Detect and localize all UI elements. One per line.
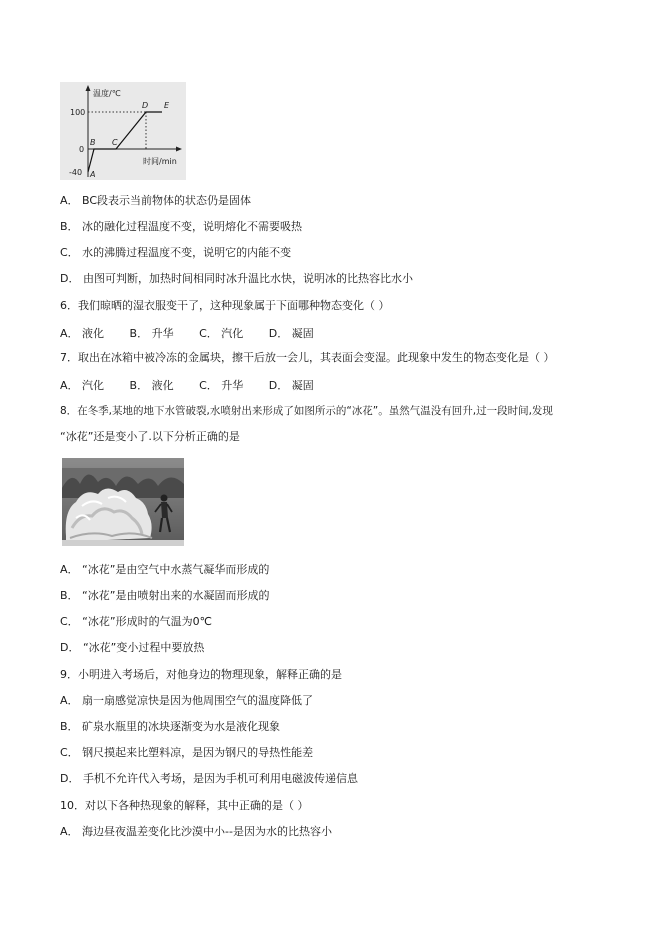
q10-option-a: A． 海边昼夜温差变化比沙漠中小--是因为水的比热容小 <box>60 825 332 838</box>
q8-option-a: A． “冰花”是由空气中水蒸气凝华而形成的 <box>60 563 270 576</box>
q9-option-d: D． 手机不允许代入考场，是因为手机可利用电磁波传递信息 <box>60 772 358 785</box>
q7-option-a: A． 汽化 <box>60 379 105 392</box>
ice-flower-photo <box>62 458 184 546</box>
q5-option-a: A． BC段表示当前物体的状态仍是固体 <box>60 194 252 207</box>
tick-neg40: -40 <box>69 168 83 177</box>
q6-option-b: B． 升华 <box>129 327 174 340</box>
x-axis-arrow <box>176 147 182 152</box>
q7-options <box>60 377 336 393</box>
point-b-label: B <box>90 138 96 147</box>
q7-option-c: C． 升华 <box>199 379 244 392</box>
q9-stem: 9．小明进入考场后，对他身边的物理现象，解释正确的是 <box>60 668 342 681</box>
q5-option-d: D． 由图可判断，加热时间相同时冰升温比水快，说明冰的比热容比水小 <box>60 272 413 285</box>
q6-option-d: D． 凝固 <box>268 327 314 340</box>
q8-option-b: B． “冰花”是由喷射出来的水凝固而形成的 <box>60 589 270 602</box>
y-axis-label: 温度/℃ <box>93 89 121 98</box>
q7-stem: 7．取出在冰箱中被冷冻的金属块，擦干后放一会儿，其表面会变湿。此现象中发生的物态变化是（ ） <box>60 351 555 364</box>
q6-option-c: C． 汽化 <box>199 327 244 340</box>
q9-option-a: A． 扇一扇感觉凉快是因为他周围空气的温度降低了 <box>60 694 314 707</box>
q8-stem-line1: 8．在冬季,某地的地下水管破裂,水喷射出来形成了如图所示的“冰花”。虽然气温没有回升,过一段时间,发现 <box>60 405 553 417</box>
q6-option-a: A． 液化 <box>60 327 105 340</box>
point-d-label: D <box>142 101 149 110</box>
q10-stem: 10．对以下各种热现象的解释，其中正确的是（ ） <box>60 799 309 812</box>
q6-stem: 6．我们晾晒的湿衣服变干了，这种现象属于下面哪种物态变化（ ） <box>60 299 390 312</box>
tick-0: 0 <box>79 145 85 154</box>
q7-option-d: D． 凝固 <box>268 379 314 392</box>
q6-options <box>60 325 336 341</box>
point-e-label: E <box>164 101 170 110</box>
q5-option-c: C． 水的沸腾过程温度不变，说明它的内能不变 <box>60 246 292 259</box>
q7-option-b: B． 液化 <box>129 379 174 392</box>
q8-stem-line2: “冰花”还是变小了.以下分析正确的是 <box>60 430 240 443</box>
q8-option-d: D． “冰花”变小过程中要放热 <box>60 641 205 654</box>
ice-flower-photo-svg <box>62 458 184 546</box>
tick-100: 100 <box>70 108 86 117</box>
q9-option-b: B． 矿泉水瓶里的冰块逐渐变为水是液化现象 <box>60 720 281 733</box>
q8-option-c: C． “冰花”形成时的气温为0℃ <box>60 615 212 628</box>
q5-option-b: B． 冰的融化过程温度不变，说明熔化不需要吸热 <box>60 220 303 233</box>
point-c-label: C <box>112 138 118 147</box>
point-a-label: A <box>90 170 96 179</box>
graph-svg <box>60 82 186 180</box>
q9-option-c: C． 钢尺摸起来比塑料凉，是因为钢尺的导热性能差 <box>60 746 314 759</box>
x-axis-label: 时间/min <box>143 157 177 166</box>
temperature-time-graph <box>60 82 186 180</box>
y-axis-arrow <box>86 85 91 91</box>
